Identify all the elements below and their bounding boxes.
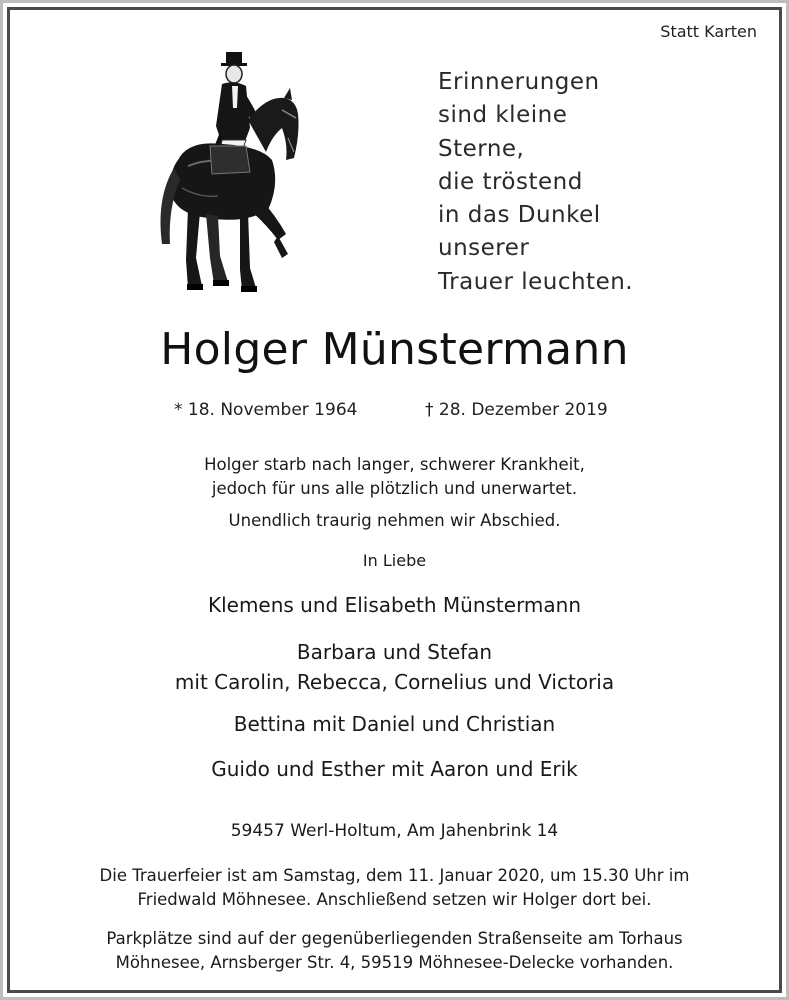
parking-info — [0, 927, 789, 975]
poem-line: die tröstend — [438, 168, 583, 195]
ceremony-line: Friedwald Möhnesee. Anschließend setzen wir Holger dort bei. — [137, 890, 652, 909]
message-line: Unendlich traurig nehmen wir Abschied. — [228, 511, 561, 530]
message-line: jedoch für uns alle plötzlich und unerwartet. — [211, 479, 578, 498]
parking-line: Parkplätze sind auf der gegenüberliegenden Straßenseite am Torhaus — [106, 929, 683, 948]
poem-line: Sterne, — [438, 135, 525, 162]
family-group-parents — [0, 592, 789, 618]
family-group-guido — [0, 756, 789, 782]
poem-line: sind kleine — [438, 102, 568, 129]
message-line: Holger starb nach langer, schwerer Krankheit, — [204, 455, 585, 474]
family-line: Klemens und Elisabeth Münstermann — [207, 593, 582, 617]
family-address: 59457 Werl-Holtum, Am Jahenbrink 14 — [230, 821, 559, 841]
parking-line: Möhnesee, Arnsberger Str. 4, 59519 Möhnesee-Delecke vorhanden. — [115, 953, 674, 972]
family-group-barbara — [0, 637, 789, 697]
poem-line: Erinnerungen — [438, 69, 600, 95]
statt-karten-label: Statt Karten — [660, 22, 757, 41]
death-message — [0, 453, 789, 501]
deceased-name: Holger Münstermann — [160, 324, 629, 375]
poem — [438, 66, 738, 299]
poem-line: unserer — [438, 235, 530, 262]
ceremony-line: Die Trauerfeier ist am Samstag, dem 11. Januar 2020, um 15.30 Uhr im — [99, 866, 690, 885]
family-line: Barbara und Stefan — [296, 640, 493, 664]
farewell-message — [0, 509, 789, 533]
family-line: Guido und Esther mit Aaron und Erik — [211, 757, 578, 781]
death-date: † 28. Dezember 2019 — [425, 400, 608, 420]
ceremony-info — [0, 864, 789, 912]
family-line: Bettina mit Daniel und Christian — [233, 712, 556, 736]
birth-date: * 18. November 1964 — [174, 400, 358, 420]
family-group-bettina — [0, 711, 789, 737]
family-line: mit Carolin, Rebecca, Cornelius und Victoria — [174, 670, 615, 694]
dressage-rider-icon — [148, 48, 308, 298]
poem-line: Trauer leuchten. — [438, 268, 634, 295]
poem-line: in das Dunkel — [438, 202, 601, 229]
in-liebe-label: In Liebe — [362, 551, 427, 570]
